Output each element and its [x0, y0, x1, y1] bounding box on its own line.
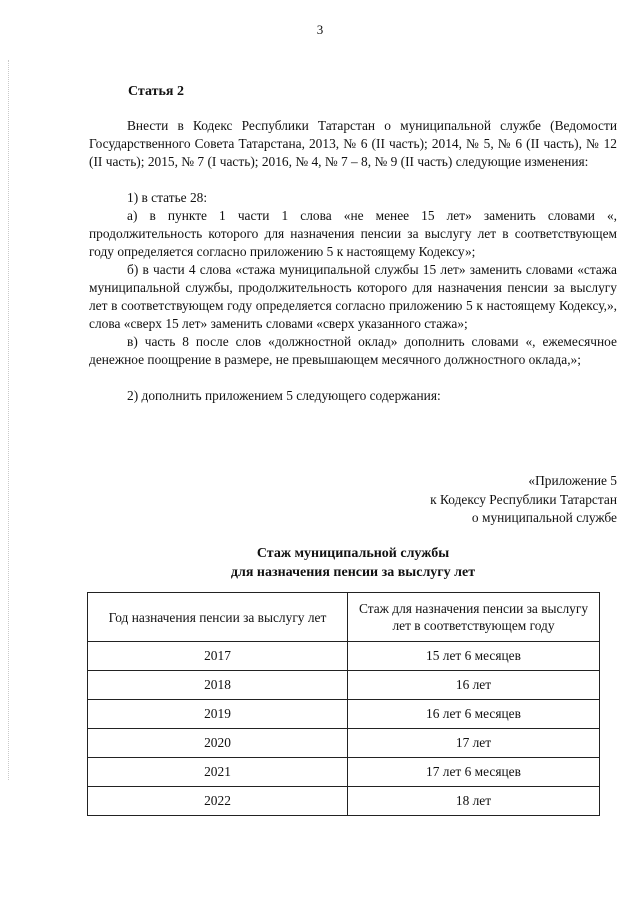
appendix-ref-line: о муниципальной службе [471, 510, 617, 525]
item-1-paragraph: 1) в статье 28: [127, 190, 208, 205]
appendix-reference [360, 472, 617, 528]
length-cell: 17 лет 6 месяцев [348, 758, 600, 787]
table-title [89, 544, 617, 582]
length-cell: 17 лет [348, 729, 600, 758]
article-body [89, 117, 617, 405]
year-cell: 2020 [88, 729, 348, 758]
intro-paragraph: Внести в Кодекс Республики Татарстан о муниципальной службе (Ведомости Государственного Совета Татарстана, 2013, № 6 (II часть); 2014, № 5, № 6 (II часть), № 12 (II часть); 2015, № 7 (I часть); 2016, № 4, № 7 – 8, № 9 (II часть) следующие изменения: [89, 118, 617, 169]
page-number: 3 [316, 22, 324, 37]
service-length-table [87, 592, 600, 816]
table-row [88, 787, 600, 816]
subitem-v-paragraph: в) часть 8 после слов «должностной оклад» дополнить словами «, ежемесячное денежное поощрение в размере, не превышающем месячного должностного оклада,»; [89, 334, 617, 367]
header-length: Стаж для назначения пенсии за выслугу лет в соответствующем году [348, 593, 600, 642]
year-cell: 2022 [88, 787, 348, 816]
table-row [88, 671, 600, 700]
table-header-row [88, 593, 600, 642]
item-2-paragraph: 2) дополнить приложением 5 следующего содержания: [127, 388, 441, 403]
year-cell: 2021 [88, 758, 348, 787]
scan-edge-dots [8, 60, 10, 780]
table-row [88, 700, 600, 729]
table-row [88, 758, 600, 787]
table-row [88, 729, 600, 758]
header-year: Год назначения пенсии за выслугу лет [88, 593, 348, 642]
article-heading: Статья 2 [128, 84, 184, 99]
subitem-b-paragraph: б) в части 4 слова «стажа муниципальной службы 15 лет» заменить словами «стажа муниципальной службы, продолжительность которого для назначения пенсии за выслугу лет в соответствующем году определяется согласно приложению 5 к настоящему Кодексу,», слова «сверх 15 лет» заменить словами «сверх указанного стажа»; [89, 262, 617, 331]
length-cell: 16 лет 6 месяцев [348, 700, 600, 729]
length-cell: 15 лет 6 месяцев [348, 642, 600, 671]
appendix-ref-line: «Приложение 5 [528, 473, 617, 488]
year-cell: 2019 [88, 700, 348, 729]
subitem-a-paragraph: а) в пункте 1 части 1 слова «не менее 15 лет» заменить словами «, продолжительность которого для назначения пенсии за выслугу лет в соответствующем году определяется согласно приложению 5 к настоящему Кодексу»; [89, 208, 617, 259]
length-cell: 18 лет [348, 787, 600, 816]
table-title-line: Стаж муниципальной службы [256, 546, 450, 561]
year-cell: 2018 [88, 671, 348, 700]
year-cell: 2017 [88, 642, 348, 671]
appendix-ref-line: к Кодексу Республики Татарстан [430, 491, 617, 507]
table-row [88, 642, 600, 671]
table-title-line: для назначения пенсии за выслугу лет [230, 565, 476, 580]
length-cell: 16 лет [348, 671, 600, 700]
